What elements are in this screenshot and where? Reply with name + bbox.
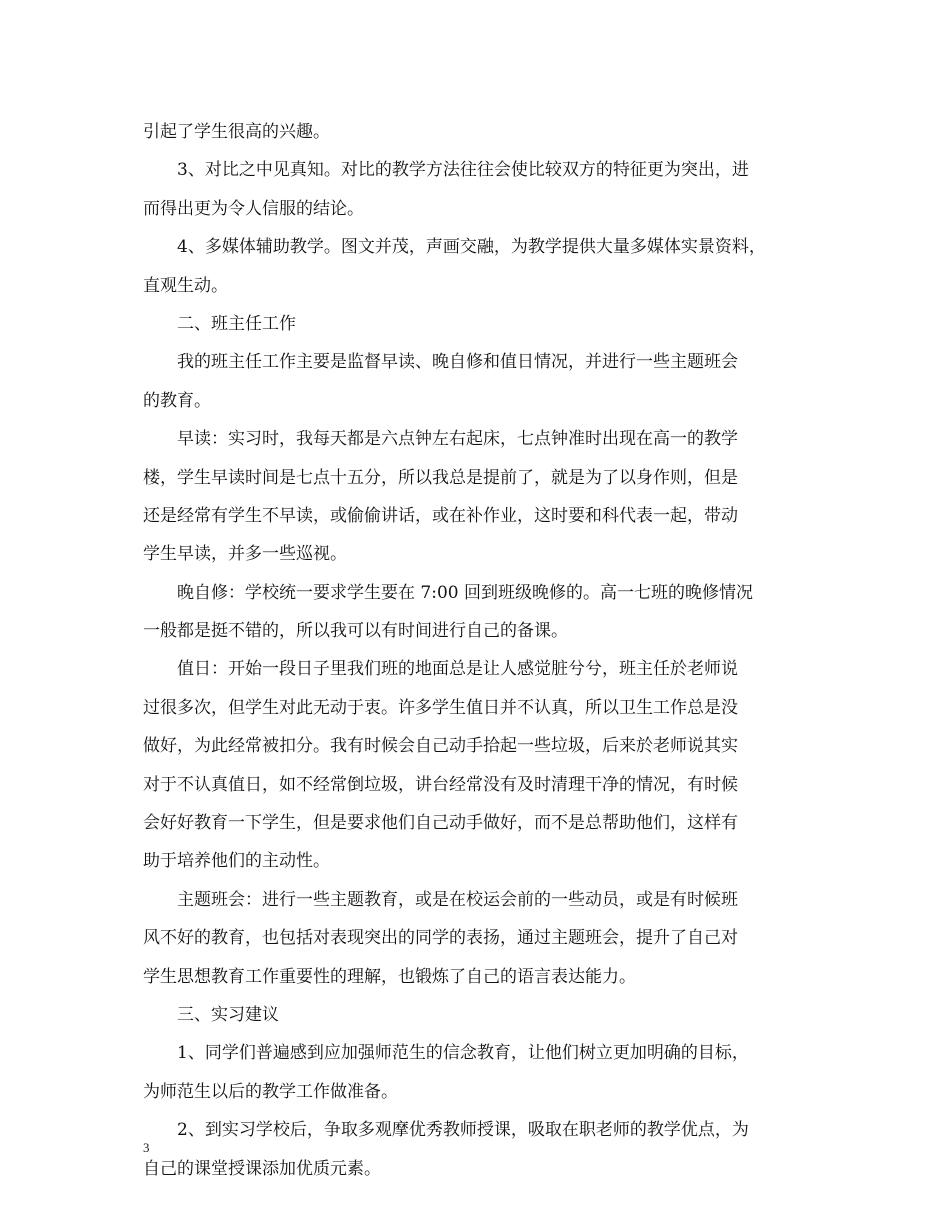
text-line: 自己的课堂授课添加优质元素。 [143, 1158, 381, 1179]
text-line: 做好，为此经常被扣分。我有时候会自己动手拾起一些垃圾，后来於老师说其实 [143, 736, 738, 757]
text-line: 还是经常有学生不早读，或偷偷讲话，或在补作业，这时要和科代表一起，带动 [143, 505, 738, 526]
text-line: 会好好教育一下学生，但是要求他们自己动手做好，而不是总帮助他们，这样有 [143, 813, 738, 834]
text-line: 为师范生以后的教学工作做准备。 [143, 1081, 398, 1102]
text-line: 4、多媒体辅助教学。图文并茂，声画交融，为教学提供大量多媒体实景资料， [177, 237, 766, 258]
text-line: 我的班主任工作主要是监督早读、晚自修和值日情况，并进行一些主题班会 [177, 352, 738, 373]
text-line: 三、实习建议 [177, 1004, 279, 1025]
text-line: 直观生动。 [143, 275, 228, 296]
text-line: 过很多次，但学生对此无动于衷。许多学生值日并不认真，所以卫生工作总是没 [143, 697, 738, 718]
text-line: 2、到实习学校后，争取多观摩优秀教师授课，吸取在职老师的教学优点，为 [177, 1120, 749, 1141]
text-line: 对于不认真值日，如不经常倒垃圾，讲台经常没有及时清理干净的情况，有时候 [143, 774, 738, 795]
text-line: 风不好的教育，也包括对表现突出的同学的表扬，通过主题班会，提升了自己对 [143, 928, 738, 949]
text-line: 值日：开始一段日子里我们班的地面总是让人感觉脏兮兮，班主任於老师说 [177, 659, 738, 680]
text-line: 二、班主任工作 [177, 313, 296, 334]
text-line: 晚自修：学校统一要求学生要在 7:00 回到班级晚修的。高一七班的晚修情况 [177, 582, 753, 603]
text-line: 1、同学们普遍感到应加强师范生的信念教育，让他们树立更加明确的目标， [177, 1043, 749, 1064]
text-line: 学生早读，并多一些巡视。 [143, 544, 347, 565]
text-line: 主题班会：进行一些主题教育，或是在校运会前的一些动员，或是有时候班 [177, 889, 738, 910]
text-line: 而得出更为令人信服的结论。 [143, 198, 364, 219]
text-line: 学生思想教育工作重要性的理解，也锻炼了自己的语言表达能力。 [143, 966, 636, 987]
text-line: 楼，学生早读时间是七点十五分，所以我总是提前了，就是为了以身作则，但是 [143, 467, 738, 488]
text-line: 一般都是挺不错的，所以我可以有时间进行自己的备课。 [143, 621, 568, 642]
page-number: 3 [143, 1140, 150, 1155]
document-body [143, 113, 811, 1188]
text-line: 3、对比之中见真知。对比的教学方法往往会使比较双方的特征更为突出，进 [177, 160, 749, 181]
text-line: 早读：实习时，我每天都是六点钟左右起床，七点钟准时出现在高一的教学 [177, 429, 738, 450]
text-line: 引起了学生很高的兴趣。 [143, 122, 330, 142]
text-line: 助于培养他们的主动性。 [143, 851, 330, 872]
text-line: 的教育。 [143, 390, 211, 411]
